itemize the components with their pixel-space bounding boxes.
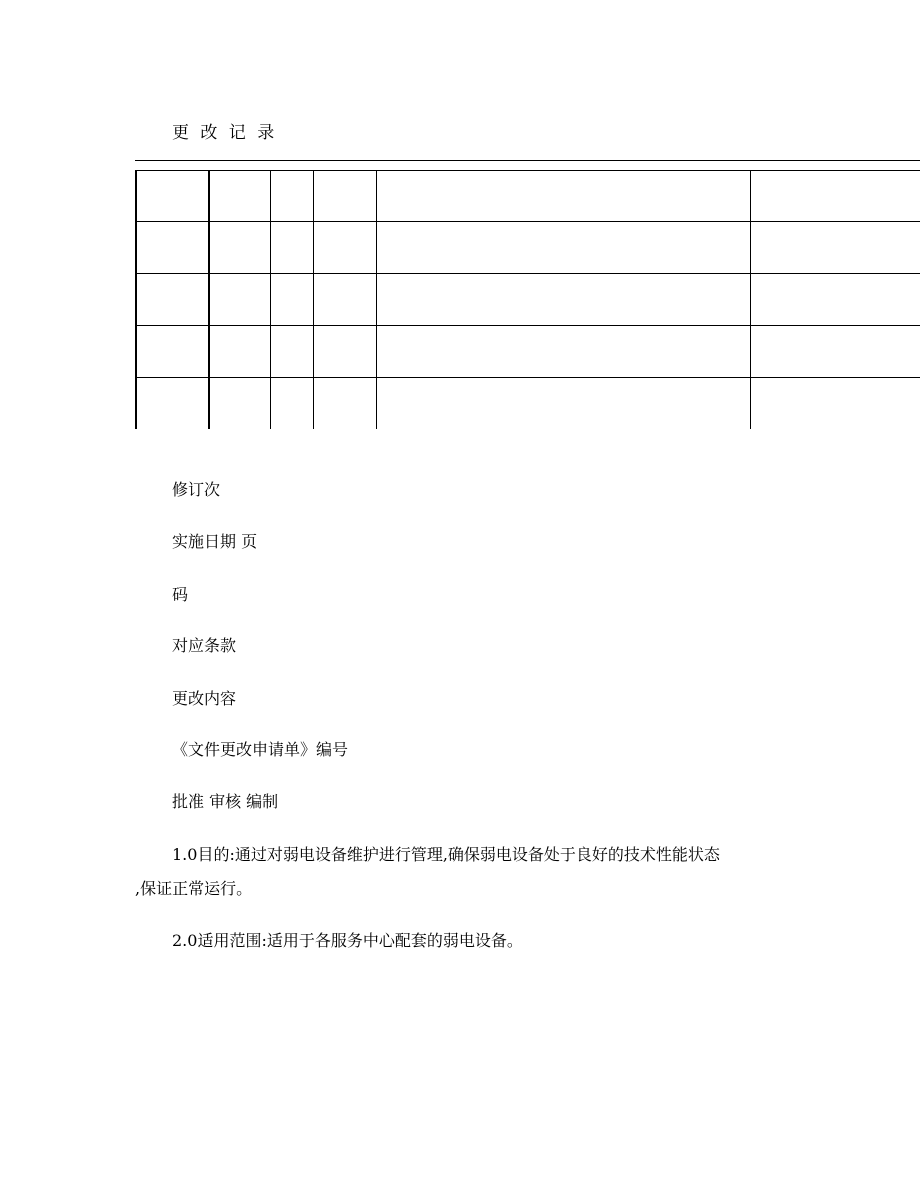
table-row-divider [135,325,920,326]
change-record-heading: 更 改 记 录 [172,123,278,143]
table-row-divider [135,273,920,274]
table-column-divider [376,171,377,429]
field-page-code: 码 [172,585,189,604]
table-column-divider [208,171,210,429]
change-record-table [135,170,920,429]
field-effective-date-page: 实施日期 页 [172,532,258,551]
table-border-left [135,171,137,429]
purpose-line-1: 1.0目的:通过对弱电设备维护进行管理,确保弱电设备处于良好的技术性能状态 [172,845,720,864]
header-rule [135,160,920,161]
field-request-form-no: 《文件更改申请单》编号 [172,740,349,759]
field-clause: 对应条款 [172,636,237,655]
table-row-divider [135,221,920,222]
scope-paragraph: 2.0适用范围:适用于各服务中心配套的弱电设备。 [172,931,523,950]
table-column-divider [313,171,314,429]
table-column-divider [270,171,271,429]
field-revision-no: 修订次 [172,480,221,499]
purpose-line-2: ,保证正常运行。 [135,879,253,898]
field-change-content: 更改内容 [172,689,237,708]
table-column-divider [750,171,751,429]
field-approval-signatures: 批准 审核 编制 [172,792,279,811]
table-row-divider [135,377,920,378]
